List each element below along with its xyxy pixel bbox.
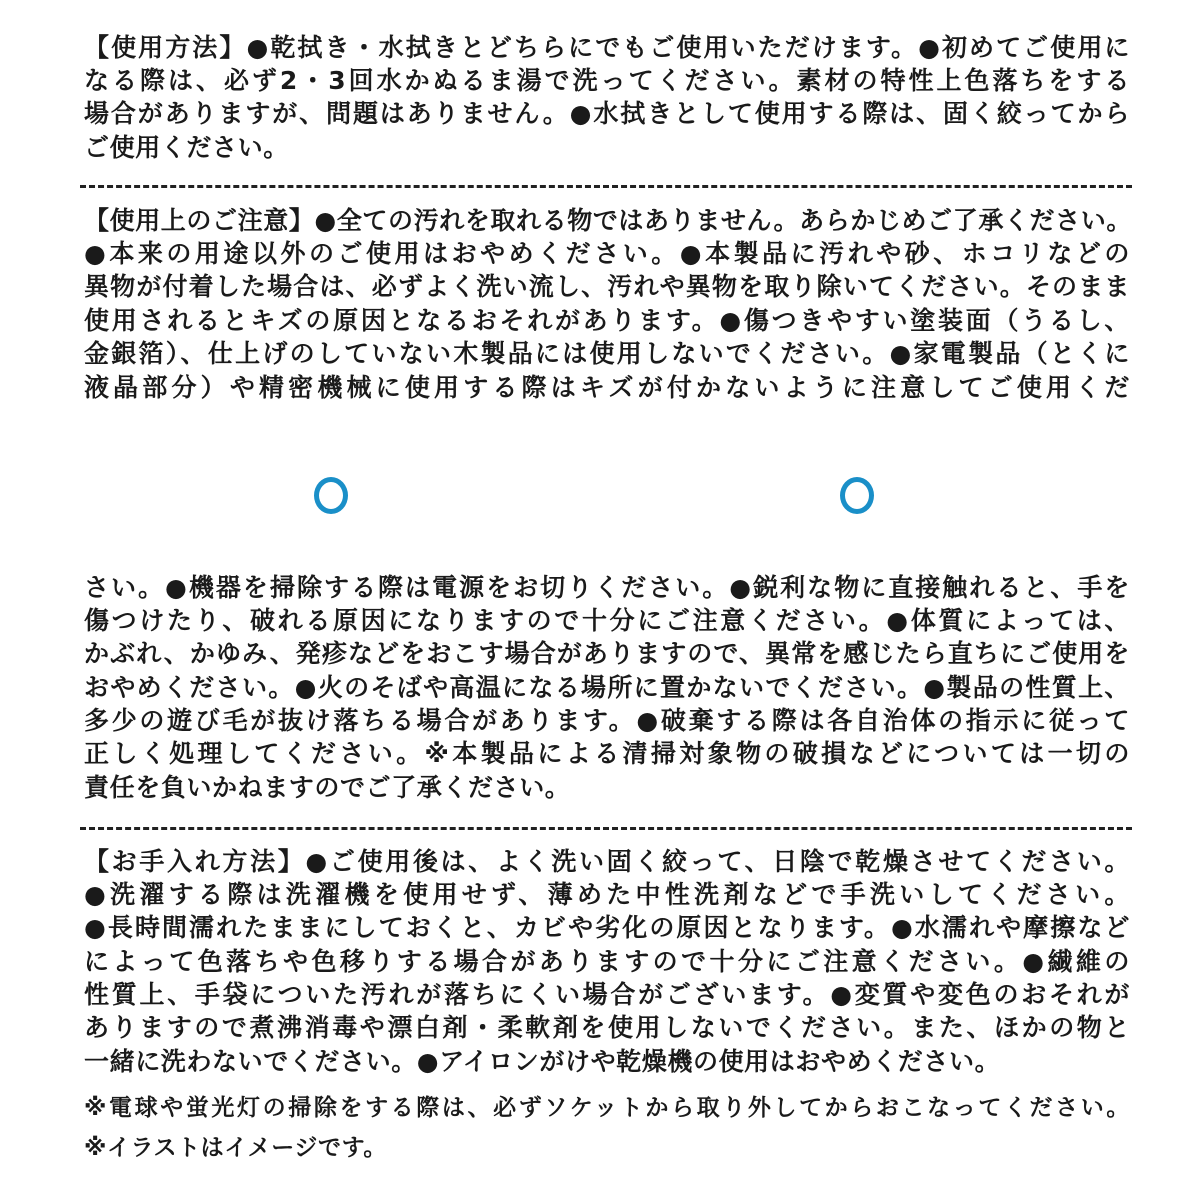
circle-marker-icon: [840, 477, 874, 514]
precautions-line: かぶれ、かゆみ、発疹などをおこす場合がありますので、異常を感じたら直ちにご使用を: [84, 639, 1130, 668]
precautions-line: 正しく処理してください。※本製品による清掃対象物の破損などについては一切の: [84, 739, 1130, 768]
usage-line: ご使用ください。: [84, 133, 289, 162]
care-line: ありますので煮沸消毒や漂白剤・柔軟剤を使用しないでください。また、ほかの物と: [84, 1013, 1130, 1042]
care-line: によって色落ちや色移りする場合がありますので十分にご注意ください。●繊維の: [84, 947, 1130, 976]
care-line: 一緒に洗わないでください。●アイロンがけや乾燥機の使用はおやめください。: [84, 1047, 1001, 1076]
precautions-line: おやめください。●火のそばや高温になる場所に置かないでください。●製品の性質上、: [84, 673, 1130, 702]
precautions-line: 金銀箔）、仕上げのしていない木製品には使用しないでください。●家電製品（とくに: [84, 339, 1130, 368]
usage-line: 場合がありますが、問題はありません。●水拭きとして使用する際は、固く絞ってから: [84, 99, 1130, 128]
care-line: ●長時間濡れたままにしておくと、カビや劣化の原因となります。●水濡れや摩擦など: [84, 913, 1130, 942]
usage-line: 【使用方法】●乾拭き・水拭きとどちらにでもご使用いただけます。●初めてご使用に: [84, 33, 1130, 62]
precautions-line: 責任を負いかねますのでご了承ください。: [84, 773, 571, 802]
precautions-line: さい。●機器を掃除する際は電源をお切りください。●鋭利な物に直接触れると、手を: [84, 573, 1130, 602]
section-divider: [80, 827, 1132, 830]
care-line: 【お手入れ方法】●ご使用後は、よく洗い固く絞って、日陰で乾燥させてください。: [84, 847, 1130, 876]
care-line: 性質上、手袋についた汚れが落ちにくい場合がございます。●変質や変色のおそれが: [84, 980, 1130, 1009]
precautions-line: ●本来の用途以外のご使用はおやめください。●本製品に汚れや砂、ホコリなどの: [84, 239, 1130, 268]
usage-line: なる際は、必ず2・3回水かぬるま湯で洗ってください。素材の特性上色落ちをする: [84, 66, 1130, 95]
precautions-line: 液晶部分）や精密機械に使用する際はキズが付かないように注意してご使用くだ: [84, 373, 1130, 402]
precautions-line: 【使用上のご注意】●全ての汚れを取れる物ではありません。あらかじめご了承ください。: [84, 206, 1132, 235]
note-line: ※イラストはイメージです。: [84, 1135, 387, 1161]
precautions-line: 傷つけたり、破れる原因になりますので十分にご注意ください。●体質によっては、: [84, 606, 1130, 635]
section-divider: [80, 185, 1132, 188]
precautions-line: 多少の遊び毛が抜け落ちる場合があります。●破棄する際は各自治体の指示に従って: [84, 706, 1130, 735]
precautions-line: 異物が付着した場合は、必ずよく洗い流し、汚れや異物を取り除いてください。そのまま: [84, 272, 1130, 301]
note-line: ※電球や蛍光灯の掃除をする際は、必ずソケットから取り外してからおこなってください。: [84, 1095, 1130, 1121]
care-line: ●洗濯する際は洗濯機を使用せず、薄めた中性洗剤などで手洗いしてください。: [84, 880, 1130, 909]
precautions-line: 使用されるとキズの原因となるおそれがあります。●傷つきやすい塗装面（うるし、: [84, 306, 1130, 335]
circle-marker-icon: [314, 477, 348, 514]
